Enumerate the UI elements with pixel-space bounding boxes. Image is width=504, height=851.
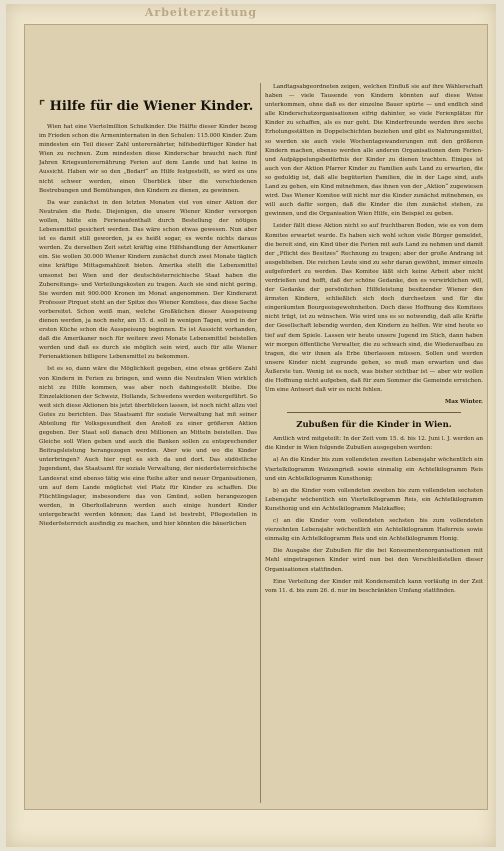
notice-paragraph: Die Ausgabe der Zubußen für die bei Konsumentenorganisationen mit Mehl eingetragenen Kinder wird nun bei den Verschleißstellen dieser Organisationen stattfinden. <box>265 548 483 573</box>
newspaper-clipping <box>24 24 488 810</box>
column-divider <box>260 83 261 803</box>
article-paragraph: Leider fällt diese Aktion nicht so auf fruchtbaren Boden, wie es von dem Komitee erwartet wurde. Es haben sich wohl schon viele Bürger gemeldet, die bereit sind, ein Kind über die Ferien mit aufs Land zu nehmen und damit der „Pflicht des Besitzes“ Rechnung zu tragen; aber der große Andrang ist ausgeblieben. Die reichen Leute sind zu sehr daran gewöhnt, immer einzeln aufgefordert zu werden. Das Komitee läßt sich keine Arbeit aber nicht verdrießen und hofft, daß der schöne Gedanke, den es verwirklichen will, der Gedanke der persönlichen Hilfeleistung besitzender Wiener den ärmsten Kindern, schließlich sich doch durchsetzen und für die eingeräumten Bourgeoisgewohnheiten. Doch diese Hoffnung des Komitees nicht trügt, ist zu wünschen. Wie wird uns es so notwendig, daß alle Kräfte der Gesellschaft lebendig werden, den Kindern zu helfen. Wir sind heute so tief auf dem Spiele. Lassen wir heute unsere Jugend im Stich, dann haben wir morgen öffentliche Verwalter, die zu schwach sind, die Wiederaufbau zu tragen, die wir ihnen als Erbe überlassen müssen. Sollen und werden unsere Kinder nicht zugrunde gehen, so muß man erwarten und das Äußerste tun. Wenig ist es noch, was bisher sichtbar ist — aber wir wollen die Hoffnung nicht aufgeben, daß für zum Sommer die Gemeinde erreichen. Um eine Antwort daß wir es nicht fehlen. <box>265 223 483 394</box>
notice-paragraph: c) an die Kinder vom vollendeten sechsten bis zum vollendeten vierzehnten Lebensjahr wöchentlich ein Achtelkilogramm Haferreis sowie einmalig ein Achtelkilogramm Reis und ein Achtelkilogramm Honig. <box>265 518 483 543</box>
notice-paragraph: Eine Verteilung der Kinder mit Kondensmilch kann vorläufig in der Zeit vom 11. d. bis zum 26. d. nur im beschränkten Umfang stattfinden. <box>265 578 483 594</box>
article-paragraph: Da war zunächst in den letzten Monaten viel von einer Aktion der Neutralen die Rede. Diejenigen, die unsere Wiener Kinder versorgen wollen, hätte ein Ferienaufenthalt durch Bestellung der nötigen Lebensmittel gesichert werden. Das wäre schon etwas gewesen. Nun aber ist es damit still geworden, ja es heißt sogar, es werde nichts daraus werden. Zu derselben Zeit setzt kräftig eine Hilfshandlung der Amerikaner ein. Sie wollen 30.000 Wiener Kindern zunächst durch zwei Monate täglich eine kräftige Mittagsmahlzeit bieten. Amerika stellt die Lebensmittel umsonst bei Wien und der deutschösterreichische Staat haben die Zubereitungs- und Verteilungskosten zu tragen. Auch sie sind nicht gering. Sie werden mit 900.000 Kronen im Monat angenommen. Der Kinderarzt Professor Pirquet steht an der Spitze des Wiener Komitees, das diese Sache vorbereitet. Schon weiß man, welche Großküchen dieser Ausspeisung dienen werden, ja noch mehr, am 15. d. soll in wenigen Tagen, wird in der ersten Küche schon die Ausspeisung beginnen. Es ist Aussicht vorhanden, daß die Amerikaner noch für weitere zwei Monate Lebensmittel beistellen werden und daß es durch sie möglich sein wird, auch für alle Wiener Ferienaktionen billigere Lebensmittel zu bekommen. <box>39 199 257 361</box>
author-signature: Max Winter. <box>445 399 483 406</box>
section-subhead: Zubußen für die Kinder in Wien. <box>296 420 452 431</box>
section-divider <box>287 412 461 413</box>
article-paragraph: Landtagsabgeordneten zeigen, welchen Einfluß sie auf ihre Wählerschaft haben — viele Tausende von Kindern könnten auf diese Weise unterkommen, ohne daß es der einzelne Bauer spürte — und endlich sind alle Kinderschutzorganisationen eifrig dahinter, so viele Ferienplätze für Kinder zu schaffen, als es nur geht. Die Kinderfreunde werden ihre sechs Erholungsstätten in Doppelschichten beziehen und gibt es Nahrungsmittel, so werden sie auch viele Wochentagswanderungen mit den größeren Kindern machen, ebenso werden alle anderen Organisationen dem Ferien- und Aufpäppelungsbedürfnis der Kinder zu dienen trachten. Einiges ist auch von der Aktion Pfarrer Kinder zu Familien aufs Land zu erwarten, die so geduldig ist, daß alle begüterten Familien, die in der Lage sind, aufs Land zu gehen, ein Kind mitnehmen, das ihnen von der „Aktion“ zugewiesen wird. Das Wiener Komitee will nicht nur die Kinder zunächst mitnehmen, es will auch dafür sorgen, daß die Kinder die ihm zunächst stehen, zu gewinnen, und die Organisation Wien Hilfe, ein Beispiel zu geben. <box>265 84 483 218</box>
article-paragraph: Wien hat eine Viertelmillion Schulkinder. Die Hälfte dieser Kinder bezog im Frieden schon die Armeninternaten in den Schulen: 115.000 Kinder. Zum mindesten ein Teil dieser Zahl unterernährter, hilfsbedürftiger Kinder hat Wien zu rechnen. Zum mindesten diese Kinderschar braucht nach fünf Jahren Kriegsunterernährung Ferien auf dem Lande und hat keine in Aussicht. Haben wir so den „Bedarf“ an Hilfe festgestellt, so wird es uns nicht schwer werden, einen Überblick über die verschiedenen Bestrebungen und Bemühungen, den Kindern zu dienen, zu gewinnen. <box>39 124 257 194</box>
notice-paragraph: a) An die Kinder bis zum vollendeten zweiten Lebensjahr wöchentlich ein Viertelkilogramm Weizengrieß sowie einmalig ein Achtelkilogramm Reis und ein Achtelkilogramm Kunsthonig; <box>265 457 483 482</box>
article-paragraph: Ist es so, dann wäre die Möglichkeit gegeben, eine etwas größere Zahl von Kindern in Ferien zu bringen, und wenn die Neutralen Wien wirklich nicht zu Hilfe kommen, was aber noch dahingestellt bleibe. Die Einzelaktionen der Schweiz, Hollands, Schwedens werden weitergeführt. So weit sich diese Aktionen bis jetzt überblicken lassen, ist noch nicht allzu viel Gutes zu berichten. Das Staatsamt für soziale Verwaltung hat mit seiner Abteilung für Volksgesundheit den Anstoß zu einer größeren Aktion gegeben. Der Staat soll danach drei Millionen an Mitteln beistellen. Das Gleiche soll Wien geben und auch die Banken sollen zu entsprechender Beitragsleistung herangezogen werden. Aber wie und wo die Kinder unterbringen? Auch hier regt es sich da und dort. Das südöstliche Jugendamt, das Staatsamt für soziale Verwaltung, der niederösterreichische Landesrat sind ebenso tätig wie eine Reihe alter und neuer Organisationen, um auf dem Lande möglichst viel Platz für Kinder zu schaffen. Die Flüchtlingslager, insbesondere das von Gmünd, sollen herangezogen werden, in Oberhollabrunn werden auch einige hundert Kinder untergebracht werden können; das Land ist bestrebt, Pflegestellen in Niederösterreich ausfindig zu machen, und hier könnten die bäuerlichen <box>39 366 257 528</box>
article-headline <box>39 99 257 115</box>
newspaper-sheet <box>6 4 496 847</box>
right-column <box>265 83 483 799</box>
headline-text: Hilfe für die Wiener Kinder. <box>49 99 254 114</box>
notice-paragraph: Amtlich wird mitgeteilt: In der Zeit vom 15. d. bis 12. Juni l. J. werden an die Kinder in Wien folgende Zubußen ausgegeben werden: <box>265 436 483 452</box>
notice-paragraph: b) an die Kinder vom vollendeten zweiten bis zum vollendeten sechsten Lebensjahr wöchentlich ein Viertelkilogramm Reis, ein Achtelkilogramm Kunsthonig und ein Achtelkilogramm Malzkaffee; <box>265 487 483 512</box>
left-column <box>39 83 257 799</box>
bracket-mark-icon: ⌜ <box>39 99 46 114</box>
masthead-stamp: Arbeiterzeitung <box>144 6 258 19</box>
